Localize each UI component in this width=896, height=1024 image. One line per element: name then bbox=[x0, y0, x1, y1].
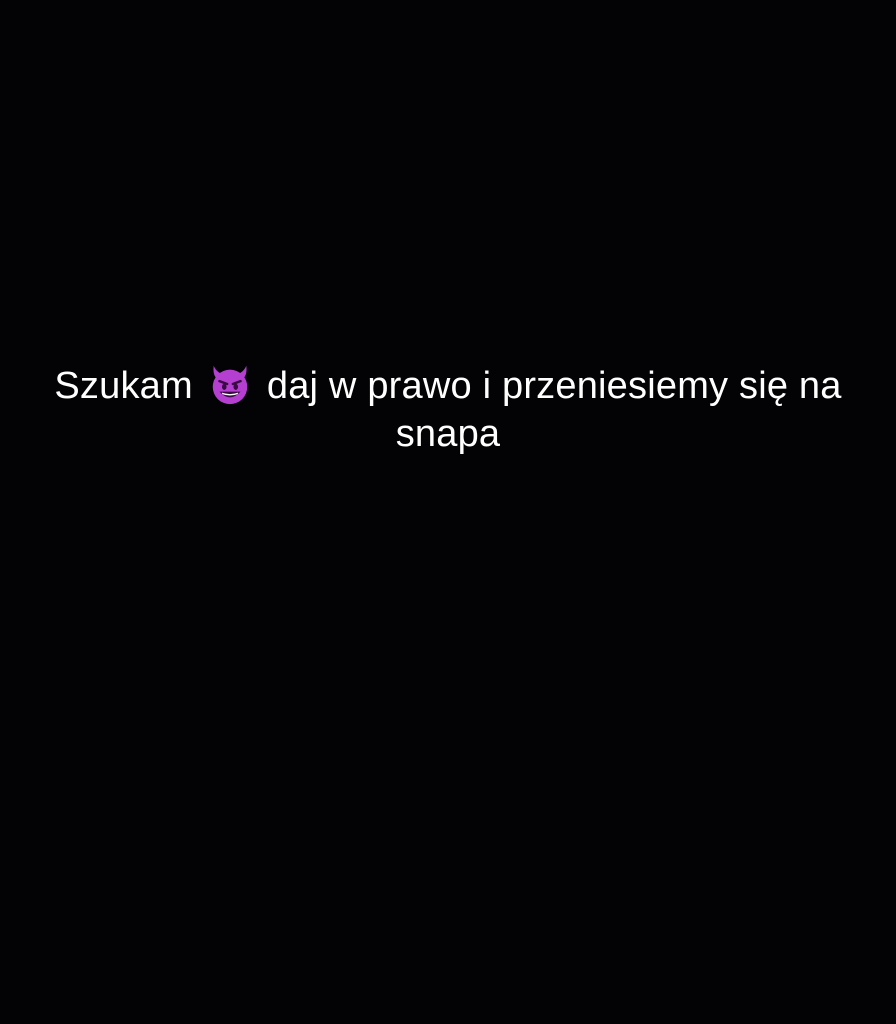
caption-text-start: Szukam bbox=[54, 365, 193, 407]
caption-line-1 bbox=[0, 362, 896, 410]
story-caption bbox=[0, 362, 896, 458]
devil-emoji-icon bbox=[207, 361, 253, 407]
caption-text-end: daj w prawo i przeniesiemy się na bbox=[266, 365, 842, 407]
caption-line-2: snapa bbox=[395, 413, 501, 455]
